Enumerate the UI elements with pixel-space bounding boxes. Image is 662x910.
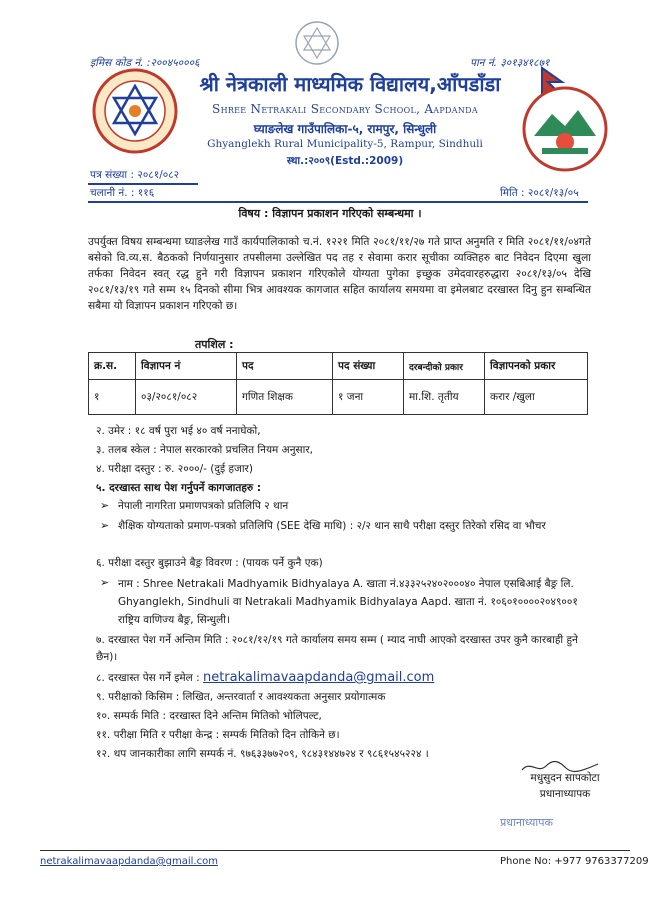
- doc-education: शैक्षिक योग्यताको प्रमाण-पत्रको प्रतिलिपि (SEE देखि माथि) : २/२ थान साथै परीक्षा दस्तुर तिरेको रसिद वा भौचर: [118, 520, 546, 532]
- established: स्था.:२००९(Estd.:2009): [286, 155, 404, 167]
- table-header: क्र.स.: [89, 353, 136, 380]
- table-cell: मा.शि. तृतीय: [404, 380, 485, 415]
- signatory-title: प्रधानाध्यापक: [539, 788, 591, 800]
- header-divider: [88, 201, 588, 203]
- pan-number: पान नं. ३०१३४१८७१: [470, 57, 550, 69]
- address-en: Ghyanglekh Rural Municipality-5, Rampur, Sindhuli: [207, 138, 483, 150]
- table-header: विज्ञापन नं: [136, 353, 237, 380]
- vacancy-table: [88, 352, 588, 415]
- footer-email-link[interactable]: netrakalimavaapdanda@gmail.com: [40, 856, 218, 867]
- arrow-bullet-icon: ➢: [100, 576, 110, 589]
- table-cell: गणित शिक्षक: [237, 380, 333, 415]
- letter-date: मिति : २०८१/१३/०५: [500, 187, 579, 199]
- footer-divider: [40, 850, 630, 851]
- chalani-number: चलानी नं. : ११६: [90, 187, 155, 199]
- subject-line: विषय : विज्ञापन प्रकाशन गरिएको सम्बन्धमा ।: [238, 207, 422, 220]
- email-label: ८. दरखास्त पेस गर्ने इमेल :: [96, 672, 203, 684]
- table-cell: १ जना: [333, 380, 404, 415]
- principal-stamp: प्रधानाध्यापक: [500, 816, 553, 829]
- top-center-seal-icon: [292, 20, 342, 66]
- arrow-bullet-icon: ➢: [100, 499, 110, 512]
- table-header: विज्ञापनको प्रकार: [485, 353, 588, 380]
- item-documents: ५. दरखास्त साथ पेश गर्नुपर्ने कागजातहरु :: [96, 482, 262, 494]
- item-exam-date: ११. परीक्षा मिति र परीक्षा केन्द्र : सम्पर्क मितिको दिन तोकिने छ।: [96, 729, 340, 741]
- table-header: पद संख्या: [333, 353, 404, 380]
- table-row: [89, 380, 588, 415]
- patra-sankhya: पत्र संख्या : २०८१/०८२: [90, 169, 180, 181]
- footer-phone: Phone No: +977 9763377209: [500, 856, 649, 867]
- table-header-row: [89, 353, 588, 380]
- table-cell: ०३/२०८१/०८२: [136, 380, 237, 415]
- item-salary: ३. तलब स्केल : नेपाल सरकारको प्रचलित नियम अनुसार,: [96, 444, 313, 456]
- signature-block: [505, 770, 625, 802]
- item-deadline: ७. दरखास्त पेश गर्ने अन्तिम मिति : २०८१/१२/१९ गते कार्यालय समय सम्म ( म्याद नाघी आएको दरखास्त उपर कुनै कारबाही हुने छैन)।: [96, 634, 578, 663]
- signatory-name: मधुसुदन सापकोटा: [530, 772, 600, 784]
- application-email-link[interactable]: netrakalimavaapdanda@gmail.com: [202, 670, 435, 685]
- exam-code: इमिस कोड नं. :२००४५०००६: [90, 57, 200, 69]
- tapsil-label: तपशिल :: [195, 338, 234, 351]
- body-paragraph: उपर्युक्त विषय सम्बन्धमा घ्याङलेख गाउँ कार्यपालिकाको च.नं. १२२१ मिति २०८१/११/२७ गते प्राप्त अनुमति र मिति २०८१/११/०४गते बसेको वि.व्य.स. बैठकको निर्णयानुसार तपसीलमा उल्लेखित पद तह र सेवामा करार सूचीका व्यक्तिहरु बाट निवेदन दिएमा खुला तर्फका निवेदन स्वत् रद्ध हुने गरी विज्ञापन प्रकाशन गरिएकोले योग्यता पुगेका इच्छुक उमेदवारहरुद्धारा २०८१/१३/०५ देखि २०८१/१३/१९ गते सम्म १५ दिनको सीमा भित्र आवश्यक कागजात सहित कार्यालय समयमा वा इमेलबाट दरखास्त दिनु हुन सम्बन्धित सबैमा यो विज्ञापन प्रकाशन गरिएको छ।: [88, 236, 591, 312]
- item-email: [96, 670, 596, 686]
- address-np: घ्याङलेख गाउँपालिका-५, रामपुर, सिन्धुली: [253, 122, 437, 136]
- table-header: पद: [237, 353, 333, 380]
- municipality-seal-icon: [522, 86, 608, 172]
- item-exam-type: ९. परीक्षाको किसिम : लिखित, अन्तरवार्ता र आवश्यकता अनुसार प्रयोगात्मक: [96, 691, 386, 703]
- arrow-bullet-icon: ➢: [100, 519, 110, 532]
- item-contact-date: १०. सम्पर्क मिति : दरखास्त दिने अन्तिम मितिको भोलिपल्ट,: [96, 710, 322, 722]
- item-contact-numbers: १२. थप जानकारीका लागि सम्पर्क नं. ९७६३३७७२०९, ९८४३१४४७२४ र ९८६१५४५२२४ ।: [96, 748, 429, 760]
- item-fee: ४. परीक्षा दस्तुर : रु. २०००/- (दुई हजार): [96, 463, 253, 475]
- school-seal-icon: [92, 68, 178, 154]
- bank-account-info: नाम : Shree Netrakali Madhyamik Bidhyalaya A. खाता नं.४३३२५२४०२०००४० नेपाल एसबिआई बैङ्र लि. Ghyanglekh, Sindhuli वा Netrakali Madhyamik Bidhyalaya Aapd. खाता नं. १०६०१००००२०४९००१ राष्ट्रिय वाणिज्य बैङ्र, सिन्धुली।: [118, 578, 578, 626]
- item-bank-details: ६. परीक्षा दस्तुर बुझाउने बैङ्र विवरण : (पायक पर्ने कुनै एक): [96, 557, 323, 569]
- table-header: दरबन्दीको प्रकार: [404, 353, 485, 380]
- table-cell: करार /खुला: [485, 380, 588, 415]
- school-name-np: श्री नेत्रकाली माध्यमिक विद्यालय,आँपडाँडा: [199, 72, 501, 96]
- school-name-en: Shree Netrakali Secondary School, Aapdanda: [212, 102, 478, 116]
- divider: [88, 183, 198, 185]
- doc-citizenship: नेपाली नागरिता प्रमाणपत्रको प्रतिलिपि २ थान: [118, 500, 289, 512]
- item-age: २. उमेर : १८ वर्ष पुरा भई ४० वर्ष ननाघेको,: [96, 425, 261, 437]
- table-cell: १: [89, 380, 136, 415]
